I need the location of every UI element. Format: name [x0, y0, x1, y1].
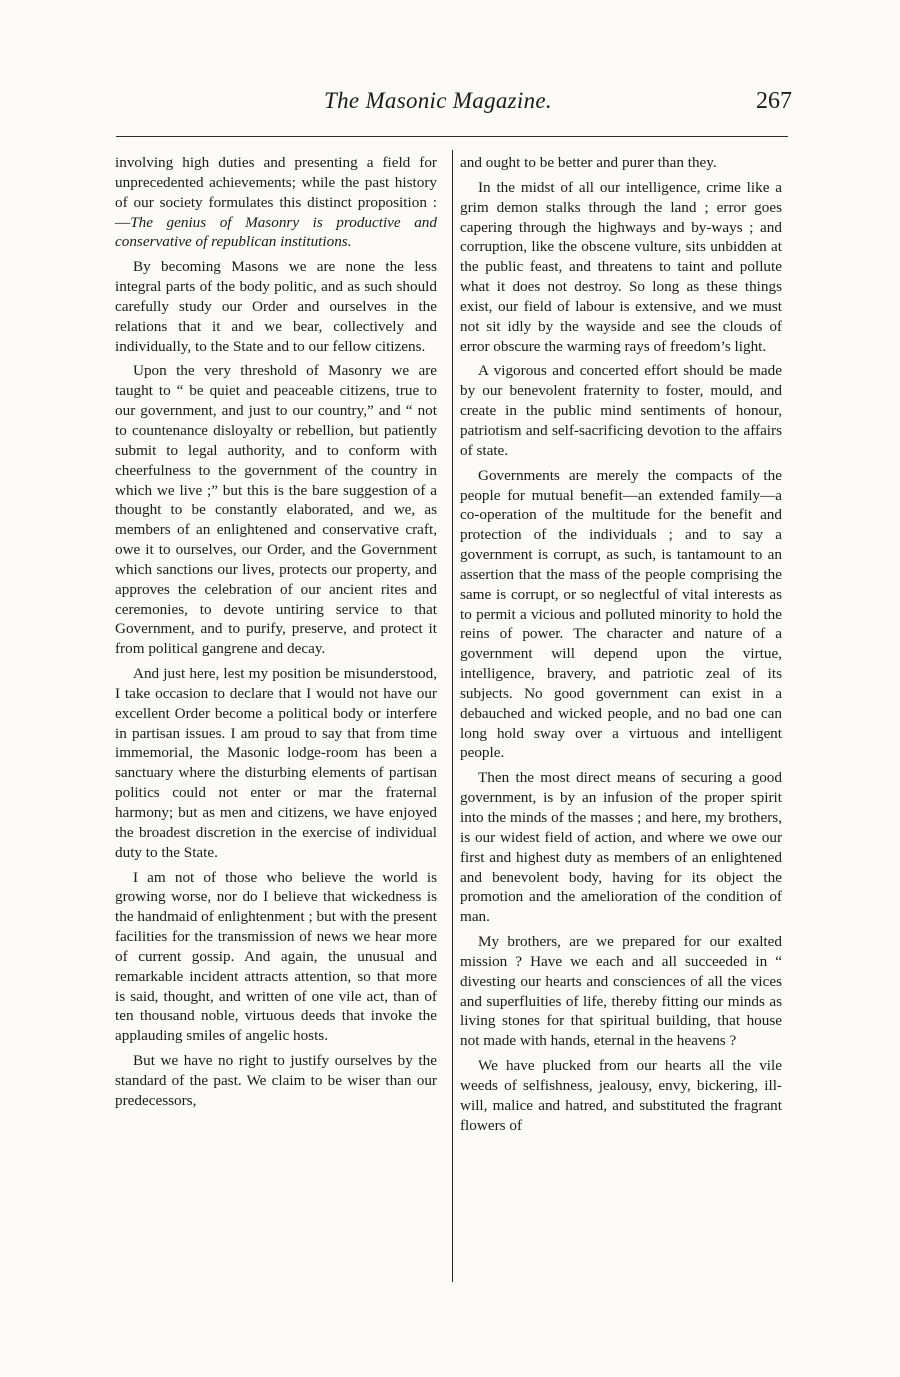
- paragraph: I am not of those who believe the world is growing worse, nor do I believe that wickedness is the handmaid of enlightenment ; but with the present facilities for the transmission of news we hear more of current gossip. And again, the unusual and remarkable incident attracts attention, so that more is said, thought, and written of one vile act, than of ten thousand noble, virtuous deeds that invoke the applauding smiles of angelic hosts.: [115, 868, 437, 1045]
- paragraph: Upon the very threshold of Masonry we are taught to “ be quiet and peaceable citizens, true to our government, and just to our country,” and “ not to countenance disloyalty or rebellion, but patiently submit to legal authority, and to conform with cheerfulness to the government of the country in which we live ;” but this is the bare suggestion of a thought to be constantly elaborated, and we, as members of an enlightened and conservative craft, owe it to ourselves, our Order, and the Government which sanctions our lives, protects our property, and approves the celebration of our ancient rites and ceremonies, to devote untiring service to that Government, and to purify, preserve, and protect it from political gangrene and decay.: [115, 362, 437, 658]
- paragraph: In the midst of all our intelligence, crime like a grim demon stalks through the land ; error goes capering through the highways and by-ways ; and corruption, like the obscene vulture, sits unbidden at the public feast, and threatens to taint and pollute what it does not destroy. So long as these things exist, our field of labour is extensive, and we must not sit idly by the wayside and see the clouds of error obscure the warming rays of freedom’s light.: [460, 178, 782, 355]
- paragraph: But we have no right to justify ourselves by the standard of the past. We claim to be wiser than our predecessors,: [115, 1052, 437, 1109]
- left-column: [115, 153, 437, 1111]
- paragraph: Then the most direct means of securing a good government, is by an infusion of the proper spirit into the minds of the masses ; and here, my brothers, is our widest field of action, and where we owe our first and highest duty as members of an enlightened and benevolent body, having for its object the promotion and the amelioration of the condition of man.: [460, 769, 782, 926]
- paragraph: And just here, lest my position be misunderstood, I take occasion to declare that I would not have our excellent Order become a political body or interfere in partisan issues. I am proud to say that from time immemorial, the Masonic lodge-room has been a sanctuary where the disturbing elements of partisan politics could not enter or mar the fraternal harmony; but as men and citizens, we have enjoyed the broadest discretion in the exercise of individual duty to the State.: [115, 665, 437, 861]
- paragraph: Governments are merely the compacts of the people for mutual benefit—an extended family—a co-operation of the multitude for the benefit and protection of the individuals ; and to say a government is corrupt, as such, is tantamount to an assertion that the mass of the people comprising the same is corrupt, or so neglectful of vital interests as to permit a vicious and polluted minority to hold the reins of power. The character and nature of a government will depend upon the virtue, intelligence, bravery, and patriotic zeal of its subjects. No good government can exist in a debauched and wicked people, and no bad one can long hold sway over a virtuous and intelligent people.: [460, 466, 782, 762]
- paragraph: We have plucked from our hearts all the vile weeds of selfishness, jealousy, envy, bickering, ill-will, malice and hatred, and substituted the fragrant flowers of: [460, 1057, 782, 1134]
- italic-proposition: The genius of Masonry is productive and conservative of republican institutions.: [115, 213, 437, 251]
- page-number: 267: [756, 88, 792, 114]
- paragraph: My brothers, are we prepared for our exalted mission ? Have we each and all succeeded in “ divesting our hearts and consciences of all the vices and superfluities of life, thereby fitting our minds as living stones for that spiritual building, that house not made with hands, eternal in the heavens ?: [460, 933, 782, 1050]
- paragraph: [115, 153, 437, 252]
- paragraph: A vigorous and concerted effort should be made by our benevolent fraternity to foster, mould, and create in the public mind sentiments of honour, patriotism and self-sacrificing devotion to the affairs of state.: [460, 362, 782, 459]
- paragraph: and ought to be better and purer than they.: [460, 154, 717, 171]
- paragraph: By becoming Masons we are none the less integral parts of the body politic, and as such should carefully study our Order and ourselves in the relations that it and we bear, collectively and individually, to the State and to our fellow citizens.: [115, 258, 437, 355]
- column-divider: [452, 150, 453, 1282]
- header-rule: [116, 136, 788, 137]
- running-title: The Masonic Magazine.: [324, 88, 552, 113]
- right-column: [460, 153, 782, 1136]
- page-header: [116, 88, 792, 128]
- paragraph-text: involving high duties and presenting a field for unprecedented achievements; while the past history of our society formulates this distinct proposition :—: [115, 154, 437, 231]
